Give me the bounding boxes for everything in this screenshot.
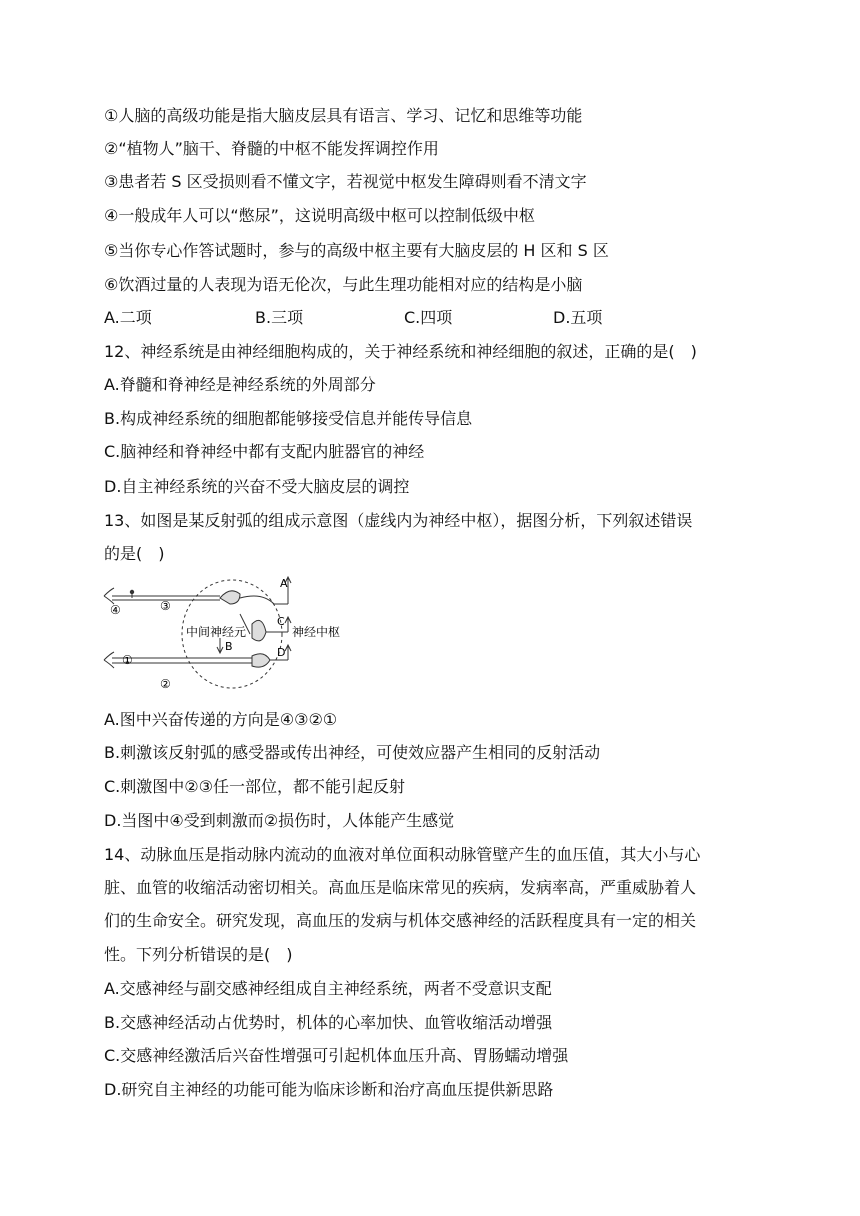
q12-option-a: A.脊髓和脊神经是神经系统的外周部分 [104, 375, 376, 394]
q11-statement-1: ①人脑的高级功能是指大脑皮层具有语言、学习、记忆和思维等功能 [104, 106, 583, 125]
q11-option-c: C.四项 [404, 308, 453, 327]
label-a: A [280, 577, 288, 590]
label-b: B [225, 640, 233, 653]
q14-option-d: D.研究自主神经的功能可能为临床诊断和治疗高血压提供新思路 [104, 1080, 554, 1099]
label-4: ④ [110, 603, 121, 617]
receptor-lower [104, 652, 114, 668]
reflex-arc-diagram [102, 574, 352, 692]
label-d: D [277, 646, 286, 659]
q11-option-b: B.三项 [255, 308, 304, 327]
q13-option-d: D.当图中④受到刺激而②损伤时，人体能产生感觉 [104, 811, 455, 830]
label-1: ① [122, 653, 133, 667]
q11-statement-2: ②“植物人”脑干、脊髓的中枢不能发挥调控作用 [104, 139, 439, 158]
label-3: ③ [160, 599, 171, 613]
interneuron-body [252, 620, 266, 640]
q14-option-a: A.交感神经与副交感神经组成自主神经系统，两者不受意识支配 [104, 979, 552, 998]
q14-stem-line-3: 们的生命安全。研究发现，高血压的发病与机体交感神经的活跃程度具有一定的相关 [104, 911, 697, 930]
q11-statement-5: ⑤当你专心作答试题时，参与的高级中枢主要有大脑皮层的 H 区和 S 区 [104, 241, 609, 260]
q14-stem-line-4: 性。下列分析错误的是( ) [104, 945, 293, 964]
q13-option-b: B.刺激该反射弧的感受器或传出神经，可使效应器产生相同的反射活动 [104, 743, 601, 762]
q12-option-b: B.构成神经系统的细胞都能够接受信息并能传导信息 [104, 409, 473, 428]
q12-stem: 12、神经系统是由神经细胞构成的，关于神经系统和神经细胞的叙述，正确的是( ) [104, 342, 697, 361]
q11-option-d: D.五项 [553, 308, 603, 327]
label-interneuron: 中间神经元 [186, 625, 247, 639]
upper-synapse [220, 591, 240, 604]
label-neural-center: 神经中枢 [292, 625, 341, 639]
q14-stem-line-2: 脏、血管的收缩活动密切相关。高血压是临床常见的疾病，发病率高，严重威胁着人 [104, 878, 697, 897]
q11-options [104, 307, 764, 329]
q13-option-c: C.刺激图中②③任一部位，都不能引起反射 [104, 777, 405, 796]
label-c: C [277, 615, 285, 628]
q14-option-b: B.交感神经活动占优势时，机体的心率加快、血管收缩活动增强 [104, 1013, 553, 1032]
q11-option-a: A.二项 [104, 308, 152, 327]
q11-statement-3: ③患者若 S 区受损则看不懂文字，若视觉中枢发生障碍则看不清文字 [104, 172, 587, 191]
q12-option-c: C.脑神经和脊神经中都有支配内脏器官的神经 [104, 442, 425, 461]
q13-stem-line-2: 的是( ) [104, 544, 165, 563]
q13-stem-line-1: 13、如图是某反射弧的组成示意图（虚线内为神经中枢），据图分析，下列叙述错误 [104, 511, 693, 530]
lower-synapse [252, 654, 270, 667]
q12-option-d: D.自主神经系统的兴奋不受大脑皮层的调控 [104, 477, 410, 496]
q14-option-c: C.交感神经激活后兴奋性增强可引起机体血压升高、胃肠蠕动增强 [104, 1046, 569, 1065]
label-2: ② [160, 677, 171, 691]
q13-option-a: A.图中兴奋传递的方向是④③②① [104, 710, 338, 729]
q11-statement-4: ④一般成年人可以“憋尿”，这说明高级中枢可以控制低级中枢 [104, 206, 535, 225]
q14-stem-line-1: 14、动脉血压是指动脉内流动的血液对单位面积动脉管壁产生的血压值，其大小与心 [104, 845, 701, 864]
q11-statement-6: ⑥饮酒过量的人表现为语无伦次，与此生理功能相对应的结构是小脑 [104, 275, 583, 294]
